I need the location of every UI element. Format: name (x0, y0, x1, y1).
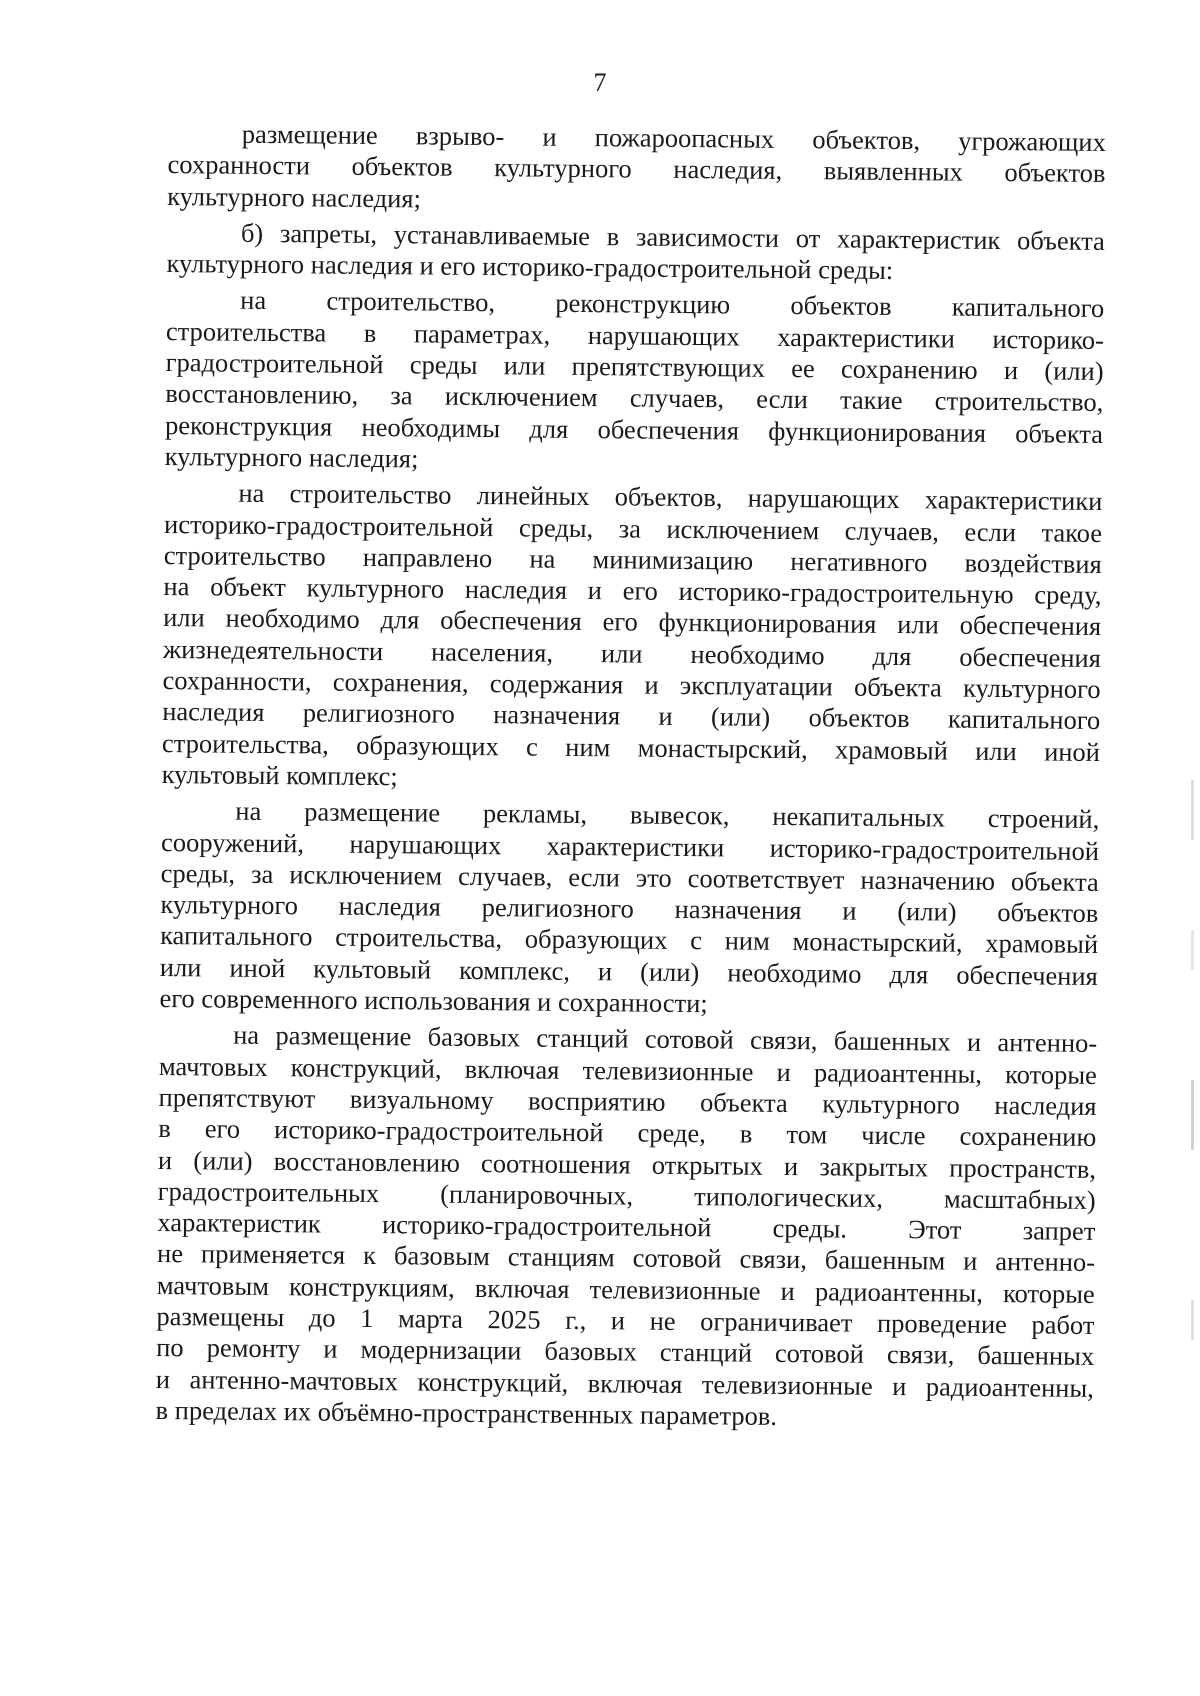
paragraph (166, 217, 1105, 289)
text-line: по ремонту и модернизации базовых станций сотовой связи, башенных (156, 1332, 1095, 1372)
text-line: сооружений, нарушающих характеристики историко-градостроительной (160, 826, 1100, 866)
text-line: мачтовых конструкций, включая телевизионные и радиоантенны, которые (158, 1050, 1098, 1090)
scan-edge-mark (1191, 780, 1194, 840)
scan-edge-mark (1191, 1080, 1194, 1150)
text-line: в его историко-градостроительной среде, в том числе сохранению (158, 1113, 1097, 1153)
text-line: культурного наследия; (164, 440, 419, 474)
text-line: сохранности, сохранения, содержания и эксплуатации объекта культурного (162, 665, 1101, 705)
paragraph (165, 284, 1105, 481)
text-line: строительства в параметрах, нарушающих характеристики историко- (165, 315, 1105, 355)
paragraph (155, 1019, 1097, 1435)
text-line: и антенно-мачтовых конструкций, включая телевизионные и радиоантенны, (155, 1363, 1095, 1403)
paragraph (159, 795, 1099, 1023)
text-line: культурного наследия религиозного назначения и (или) объектов (160, 889, 1099, 929)
scan-edge-mark (1191, 1300, 1194, 1340)
text-line: мачтовым конструкциям, включая телевизионные и радиоантенны, которые (156, 1269, 1095, 1309)
text-line: б) запреты, устанавливаемые в зависимости от характеристик объекта (240, 217, 1106, 256)
text-line: жизнедеятельности населения, или необходимо для обеспечения (162, 633, 1102, 673)
document-body (155, 118, 1106, 1440)
text-line: препятствуют визуальному восприятию объекта культурного наследия (158, 1081, 1097, 1121)
text-line: градостроительной среды или препятствующих ее сохранению и (или) (165, 347, 1104, 387)
text-line: восстановлению, за исключением случаев, если такие строительство, (165, 378, 1104, 418)
text-line: в пределах их объёмно-пространственных параметров. (155, 1394, 778, 1431)
text-line: строительство направлено на минимизацию негативного воздействия (163, 539, 1102, 579)
page-number: 7 (593, 68, 607, 97)
text-line: сохранности объектов культурного наследия, выявленных объектов (167, 149, 1106, 189)
text-line: на строительство линейных объектов, нарушающих характеристики (238, 477, 1103, 517)
text-line: реконструкция необходимы для обеспечения функционирования объекта (164, 409, 1104, 449)
text-line: или необходимо для обеспечения его функционирования или обеспечения (163, 602, 1102, 642)
text-line: наследия религиозного назначения и (или) объектов капитального (162, 696, 1101, 736)
text-line: культурного наследия; (167, 180, 422, 214)
text-line: размещение взрыво- и пожароопасных объектов, угрожающих (241, 118, 1106, 158)
text-line: культурного наследия и его историко-градостроительной среды: (166, 248, 894, 286)
text-line: градостроительных (планировочных, типологических, масштабных) (157, 1175, 1096, 1215)
paragraph (167, 118, 1106, 221)
text-line: или иной культовый комплекс, и (или) необходимо для обеспечения (159, 951, 1098, 991)
text-line: его современного использования и сохранности; (159, 982, 708, 1019)
text-line: капитального строительства, образующих с ним монастырский, храмовый (160, 920, 1099, 960)
text-line: строительства, образующих с ним монастырский, храмовый или иной (161, 727, 1101, 767)
text-line: на строительство, реконструкцию объектов капитального (240, 285, 1105, 324)
scan-edge-mark (1191, 930, 1194, 970)
text-line: культовый комплекс; (161, 758, 398, 792)
text-line: и (или) восстановлению соотношения открытых и закрытых пространств, (157, 1144, 1097, 1184)
text-line: на объект культурного наследия и его историко-градостроительную среду, (163, 571, 1102, 611)
text-line: не применяется к базовым станциям сотовой связи, башенным и антенно- (156, 1238, 1096, 1278)
text-line: на размещение базовых станций сотовой связи, башенных и антенно- (233, 1019, 1098, 1059)
text-line: характеристик историко-градостроительной среды. Этот запрет (157, 1207, 1096, 1247)
text-line: историко-градостроительной среды, за исключением случаев, если такое (163, 508, 1103, 548)
paragraph (162, 477, 1103, 799)
text-line: среды, за исключением случаев, если это соответствует назначению объекта (160, 857, 1099, 897)
text-line: размещены до 1 марта 2025 г., и не ограничивает проведение работ (156, 1300, 1095, 1340)
text-line: на размещение рекламы, вывесок, некапитальных строений, (235, 795, 1100, 835)
